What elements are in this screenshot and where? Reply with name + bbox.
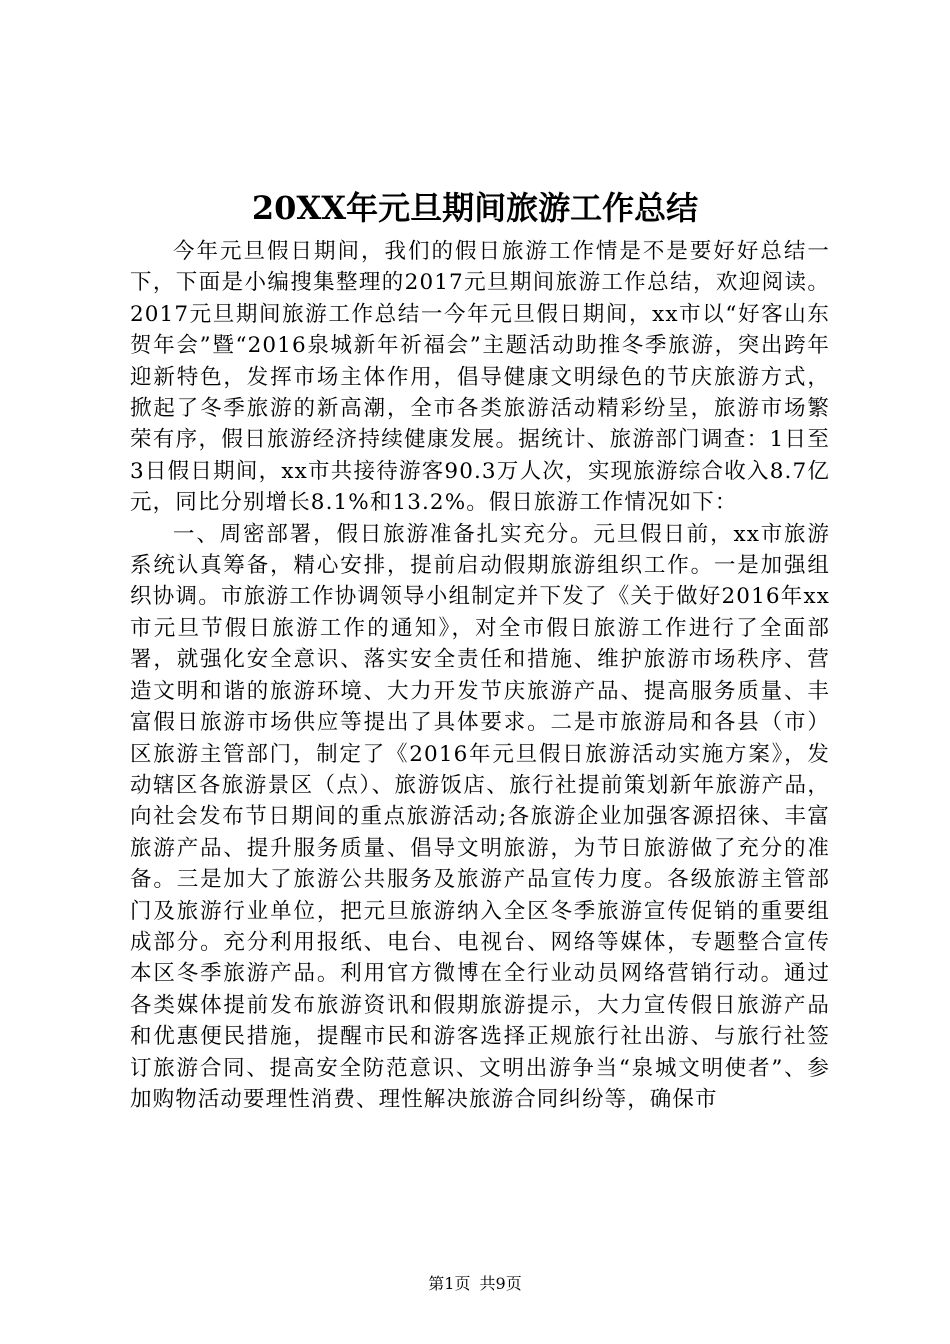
page-total: 共9页 bbox=[479, 1274, 522, 1293]
paragraph-section-one: 一、周密部署，假日旅游准备扎实充分。元旦假日前，xx市旅游系统认真筹备，精心安排，提前启动假期旅游组织工作。一是加强组织协调。市旅游工作协调领导小组制定并下发了《关于做好2016年xx市元旦节假日旅游工作的通知》，对全市假日旅游工作进行了全面部署，就强化安全意识、落实安全责任和措施、维护旅游市场秩序、营造文明和谐的旅游环境、大力开发节庆旅游产品、提高服务质量、丰富假日旅游市场供应等提出了具体要求。二是市旅游局和各县（市）区旅游主管部门，制定了《2016年元旦假日旅游活动实施方案》，发动辖区各旅游景区（点）、旅游饭店、旅行社提前策划新年旅游产品，向社会发布节日期间的重点旅游活动;各旅游企业加强客源招徕、丰富旅游产品、提升服务质量、倡导文明旅游，为节日旅游做了充分的准备。三是加大了旅游公共服务及旅游产品宣传力度。各级旅游主管部门及旅游行业单位，把元旦旅游纳入全区冬季旅游宣传促销的重要组成部分。充分利用报纸、电台、电视台、网络等媒体，专题整合宣传本区冬季旅游产品。利用官方微博在全行业动员网络营销行动。通过各类媒体提前发布旅游资讯和假期旅游提示，大力宣传假日旅游产品和优惠便民措施，提醒市民和游客选择正规旅行社出游、与旅行社签订旅游合同、提高安全防范意识、文明出游争当“泉城文明使者”、参加购物活动要理性消费、理性解决旅游合同纠纷等，确保市 bbox=[130, 521, 830, 1112]
page-number: 第1页 bbox=[428, 1274, 471, 1293]
page-footer bbox=[0, 1273, 950, 1295]
document-title: 20XX年元旦期间旅游工作总结 bbox=[251, 189, 699, 227]
document-body bbox=[130, 236, 830, 1115]
paragraph-intro: 今年元旦假日期间，我们的假日旅游工作情是不是要好好总结一下，下面是小编搜集整理的2017元旦期间旅游工作总结，欢迎阅读。2017元旦期间旅游工作总结一今年元旦假日期间，xx市以“好客山东贺年会”暨“2016泉城新年祈福会”主题活动助推冬季旅游，突出跨年迎新特色，发挥市场主体作用，倡导健康文明绿色的节庆旅游方式，掀起了冬季旅游的新高潮，全市各类旅游活动精彩纷呈，旅游市场繁荣有序，假日旅游经济持续健康发展。据统计、旅游部门调查：1日至3日假日期间，xx市共接待游客90.3万人次，实现旅游综合收入8.7亿元，同比分别增长8.1%和13.2%。假日旅游工作情况如下： bbox=[130, 239, 830, 516]
